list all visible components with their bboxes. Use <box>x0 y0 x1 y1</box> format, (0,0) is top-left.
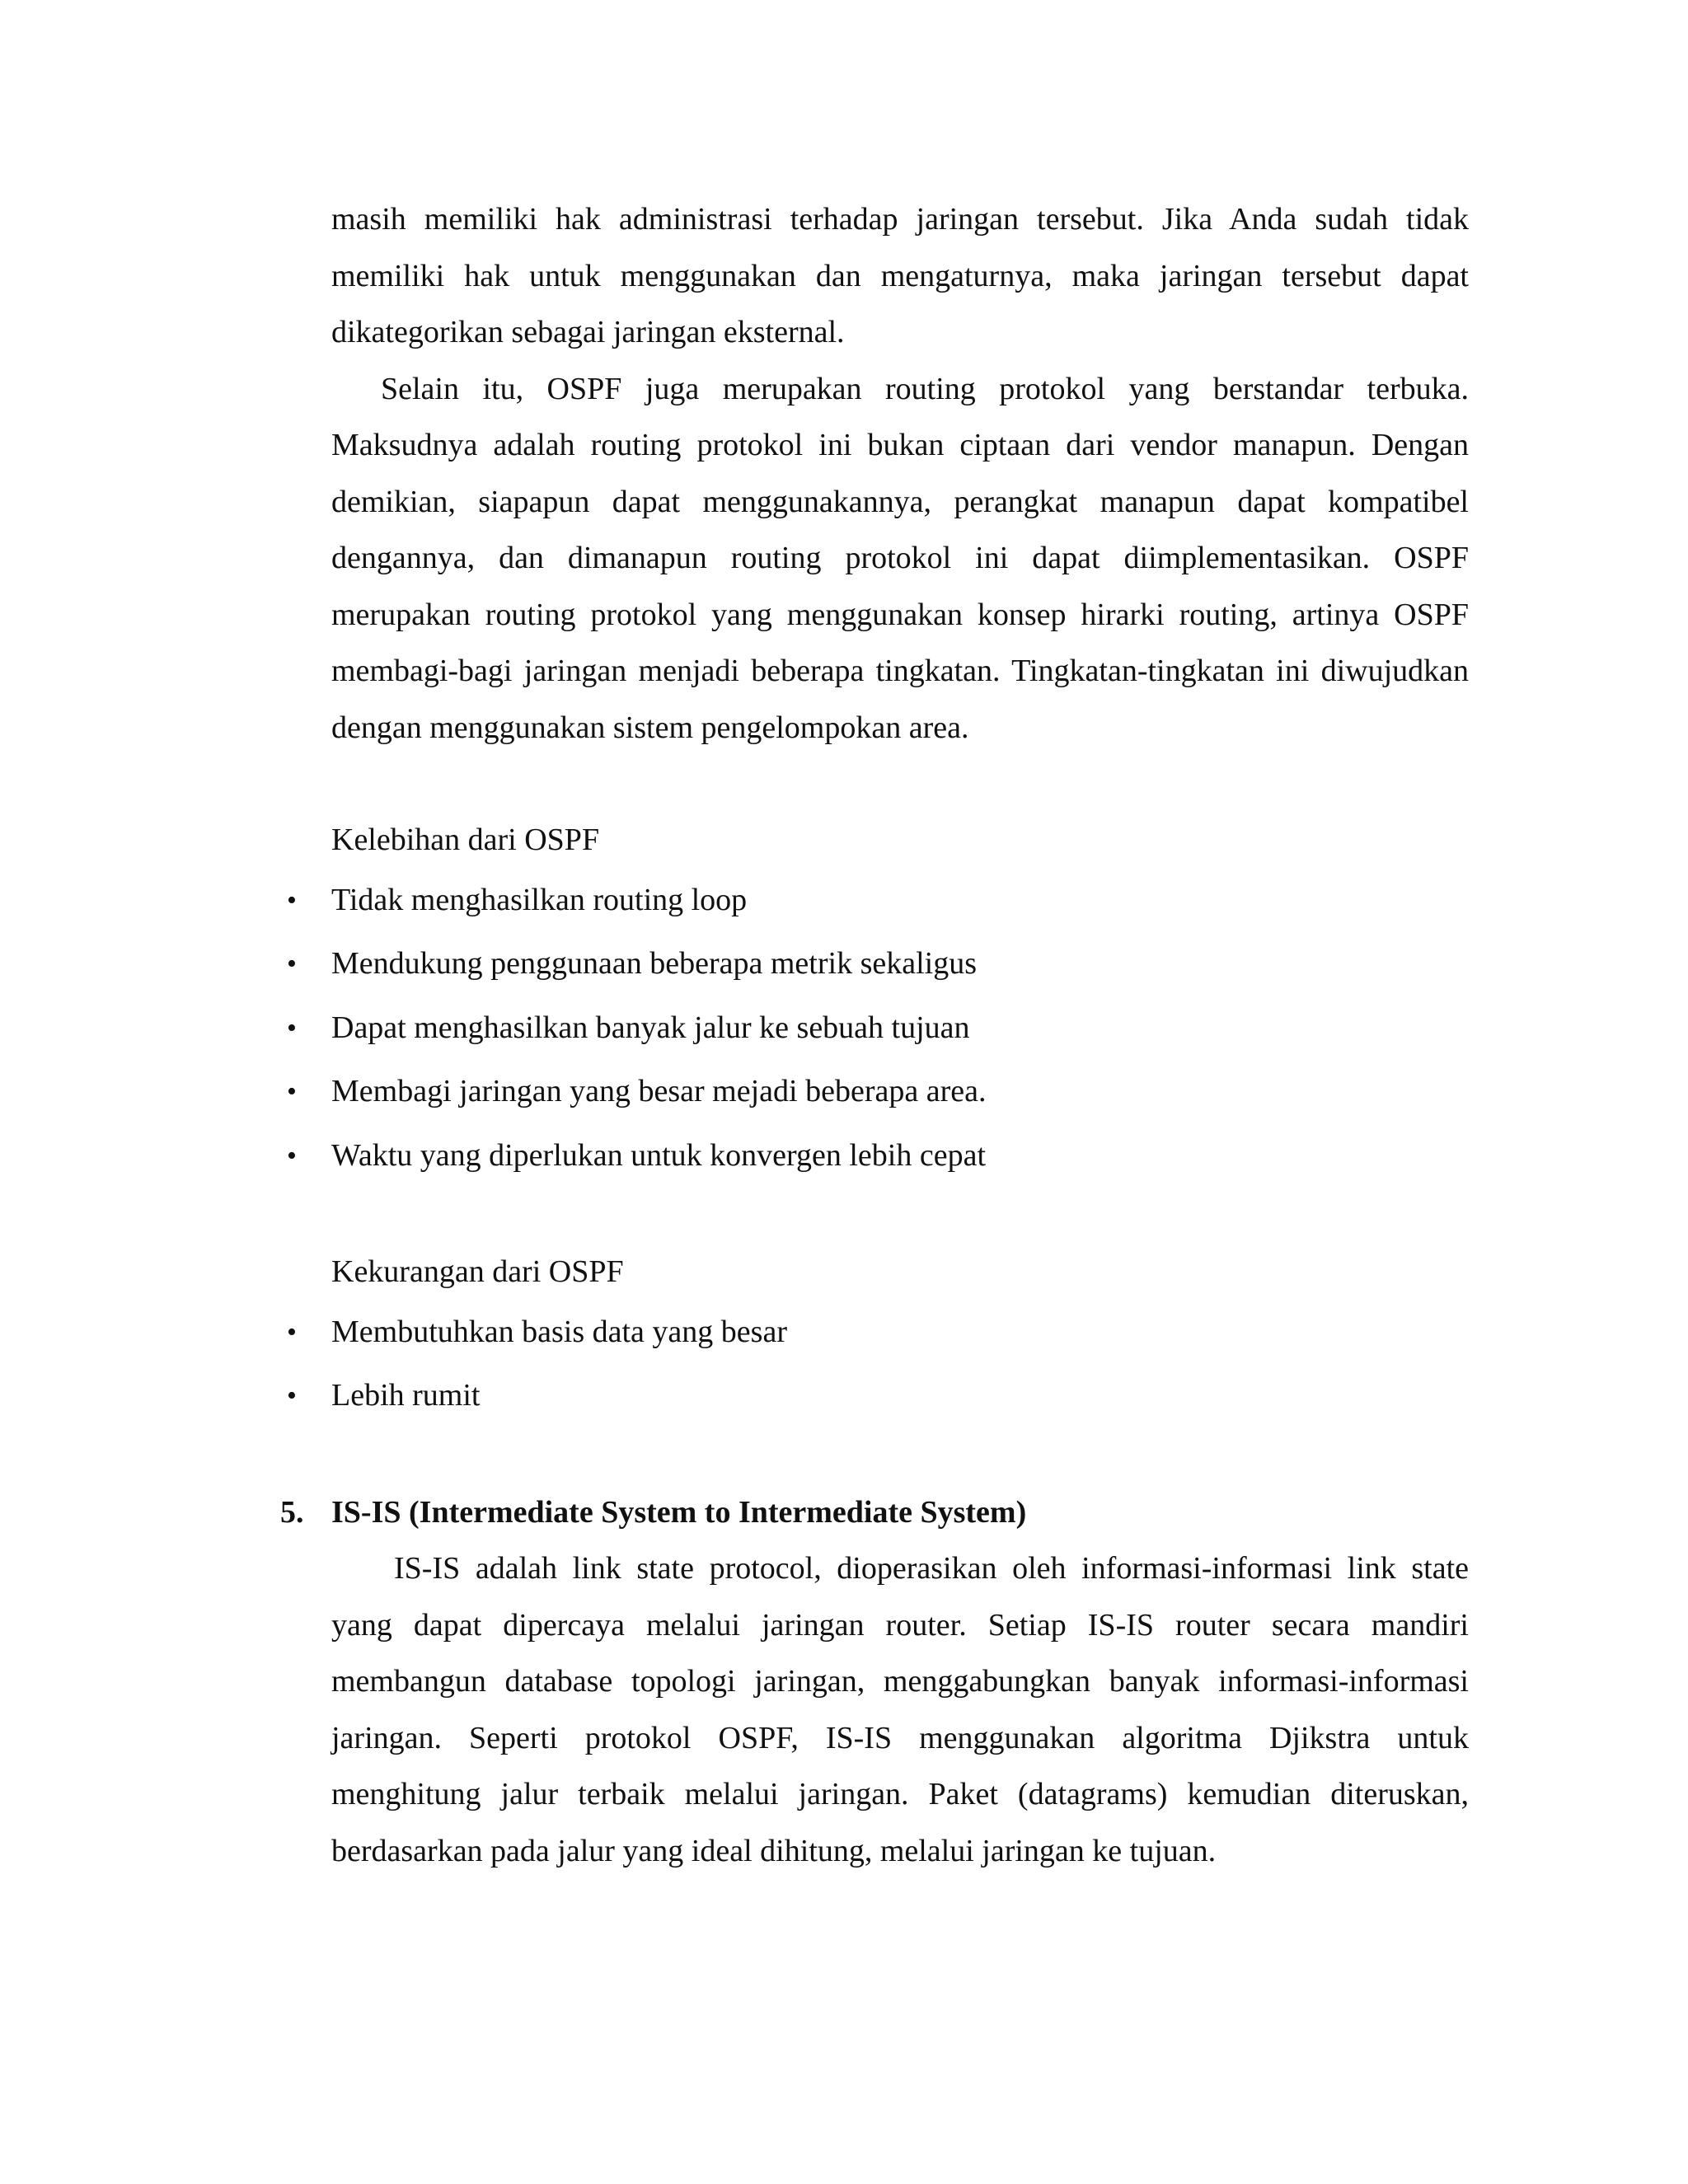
bullet-icon: • <box>287 949 297 979</box>
section-title: IS-IS (Intermediate System to Intermediate System) <box>331 1494 1027 1530</box>
section-heading <box>280 1484 1469 1541</box>
list-item-text: Mendukung penggunaan beberapa metrik sekaligus <box>331 946 977 981</box>
list-item <box>287 932 1469 996</box>
list-item-text: Dapat menghasilkan banyak jalur ke sebuah tujuan <box>331 1010 970 1045</box>
list-item <box>287 1364 1469 1428</box>
list-item-text: Membagi jaringan yang besar mejadi beberapa area. <box>331 1074 987 1108</box>
list-item <box>287 996 1469 1061</box>
advantages-list <box>287 869 1469 1188</box>
list-item-text: Tidak menghasilkan routing loop <box>331 882 748 917</box>
bullet-icon: • <box>287 884 297 916</box>
bullet-icon: • <box>287 1076 297 1107</box>
list-item-text: Lebih rumit <box>331 1378 481 1413</box>
list-item <box>287 869 1469 933</box>
paragraph-continuation: masih memiliki hak administrasi terhadap jaringan tersebut. Jika Anda sudah tidak memiliki hak untuk menggunakan dan mengaturnya, maka jaringan tersebut dapat dikategorikan sebagai jaringan eksternal. <box>331 202 1469 349</box>
bullet-icon: • <box>287 1012 297 1043</box>
paragraph-isis: IS-IS adalah link state protocol, dioperasikan oleh informasi-informasi link state yang dapat dipercaya melalui jaringan router. Setiap IS-IS router secara mandiri membangun database topologi jaringan, menggabungkan banyak informasi-informasi jaringan. Seperti protokol OSPF, IS-IS menggunakan algoritma Djikstra untuk menghitung jalur terbaik melalui jaringan. Paket (datagrams) kemudian diteruskan, berdasarkan pada jalur yang ideal dihitung, melalui jaringan ke tujuan. <box>331 1551 1469 1868</box>
list-item <box>287 1060 1469 1124</box>
paragraph-ospf-standard: Selain itu, OSPF juga merupakan routing protokol yang berstandar terbuka. Maksudnya adalah routing protokol ini bukan ciptaan dari vendor manapun. Dengan demikian, siapapun dapat menggunakannya, perangkat manapun dapat kompatibel dengannya, dan dimanapun routing protokol ini dapat diimplementasikan. OSPF merupakan routing protokol yang menggunakan konsep hirarki routing, artinya OSPF membagi-bagi jaringan menjadi beberapa tingkatan. Tingkatan-tingkatan ini diwujudkan dengan menggunakan sistem pengelompokan area. <box>331 371 1469 745</box>
bullet-icon: • <box>287 1316 297 1347</box>
advantages-title: Kelebihan dari OSPF <box>331 823 600 857</box>
list-item-text: Waktu yang diperlukan untuk konvergen lebih cepat <box>331 1137 987 1173</box>
bullet-icon: • <box>287 1380 297 1411</box>
spacer <box>331 1188 1469 1244</box>
spacer <box>331 1428 1469 1484</box>
disadvantages-title: Kekurangan dari OSPF <box>331 1254 624 1289</box>
list-item-text: Membutuhkan basis data yang besar <box>331 1314 787 1349</box>
spacer <box>331 756 1469 812</box>
disadvantages-list <box>287 1301 1469 1428</box>
section-number: 5. <box>280 1494 304 1530</box>
list-item <box>287 1124 1469 1188</box>
list-item <box>287 1301 1469 1365</box>
page-content <box>280 191 1469 1879</box>
bullet-icon: • <box>287 1140 297 1171</box>
